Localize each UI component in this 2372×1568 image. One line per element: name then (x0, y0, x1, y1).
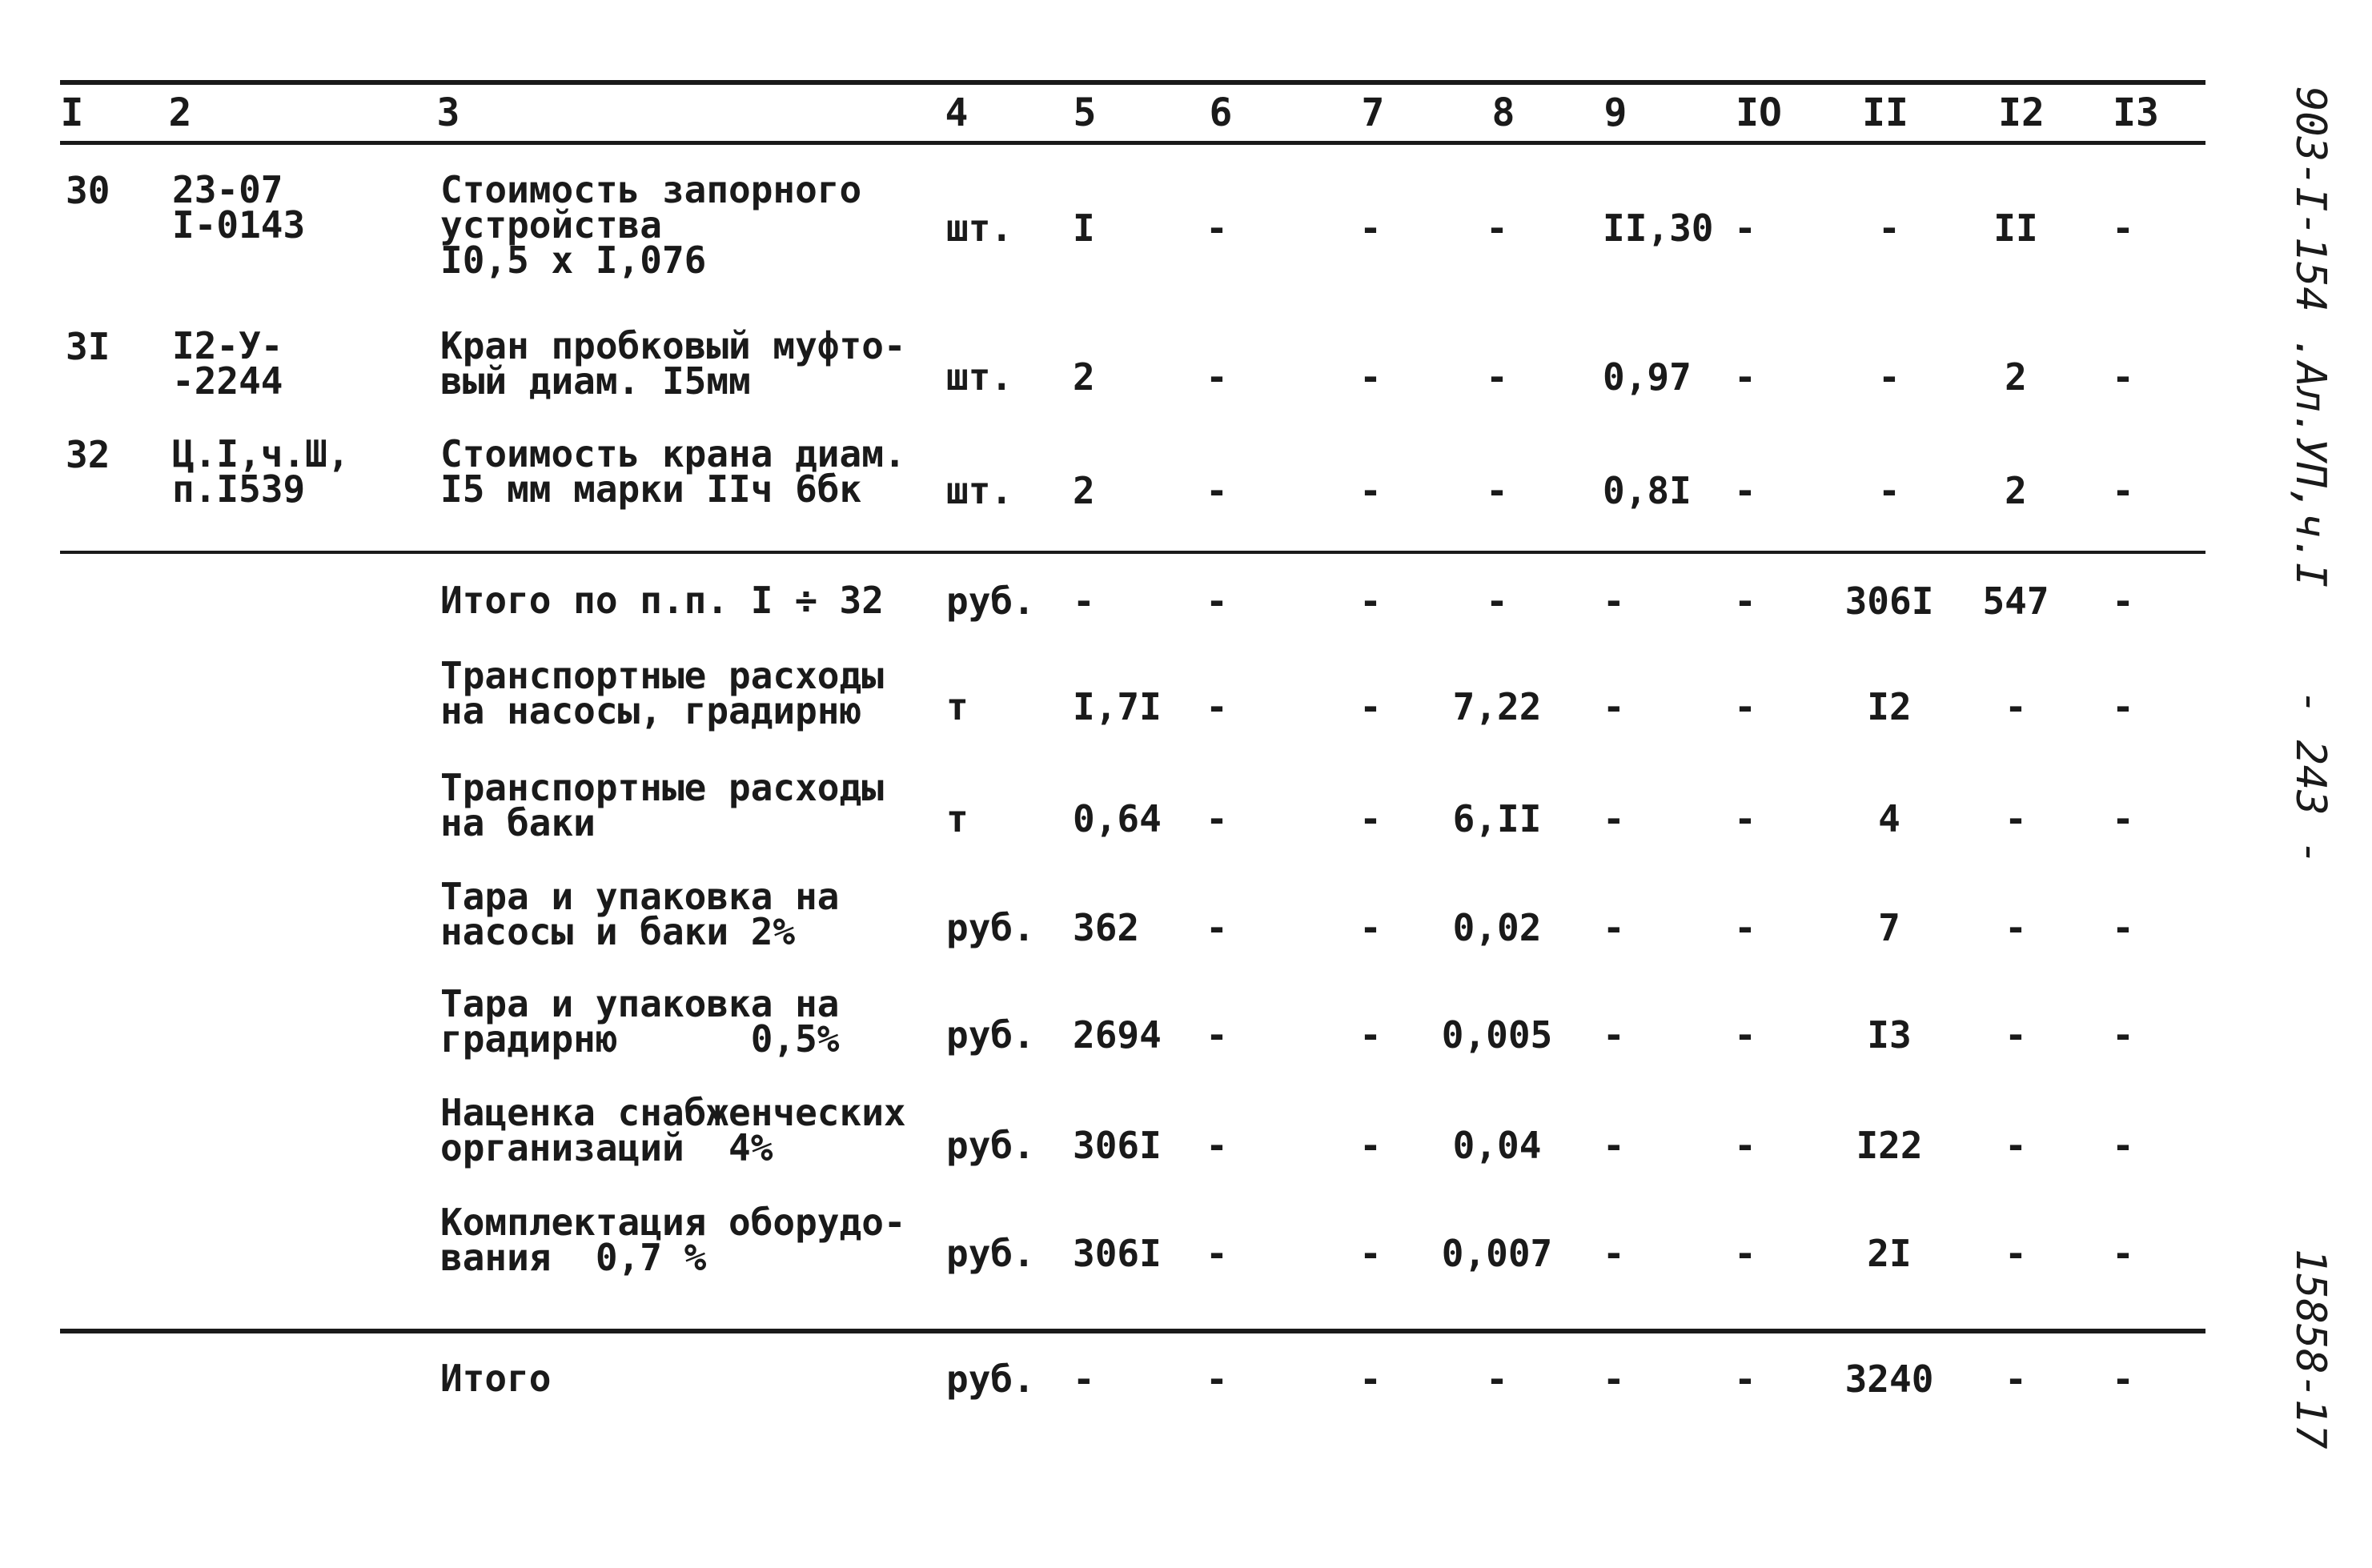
summary-7-col-5: 306I (1073, 1232, 1162, 1275)
summary-6-col-11: I22 (1856, 1124, 1923, 1167)
subtotal-rule (60, 551, 2205, 554)
column-header-5: 5 (1073, 90, 1097, 135)
row-1-col-5: I (1073, 207, 1095, 250)
column-header-8: 8 (1491, 90, 1515, 135)
summary-3-col-12: - (2005, 797, 2027, 840)
row-3-col-7: - (1359, 469, 1382, 512)
summary-1-col-9: - (1603, 579, 1625, 623)
row-code: 23-07 I-0143 (172, 168, 306, 247)
total-rule (60, 1329, 2205, 1333)
summary-description: Тара и упаковка на насосы и баки 2% (440, 875, 840, 953)
row-1-col-13: - (2112, 207, 2134, 250)
row-1-col-7: - (1359, 207, 1382, 250)
summary-description: Комплектация оборудо- вания 0,7 % (440, 1201, 906, 1279)
summary-7-col-11: 2I (1867, 1232, 1912, 1275)
row-3-col-5: 2 (1073, 469, 1095, 512)
summary-5-col-9: - (1603, 1013, 1625, 1057)
summary-3-col-5: 0,64 (1073, 797, 1162, 840)
summary-3-col-7: - (1359, 797, 1382, 840)
summary-5-col-13: - (2112, 1013, 2134, 1057)
column-header-6: 6 (1209, 90, 1233, 135)
row-1-col-4: шт. (946, 207, 1013, 250)
summary-6-col-9: - (1603, 1124, 1625, 1167)
column-header-1: I (60, 90, 84, 135)
summary-description: Транспортные расходы на насосы, градирню (440, 654, 884, 732)
summary-2-col-6: - (1206, 685, 1228, 728)
row-1-col-10: - (1734, 207, 1756, 250)
summary-2-col-8: 7,22 (1452, 685, 1542, 728)
summary-2-col-5: I,7I (1073, 685, 1162, 728)
summary-4-col-5: 362 (1073, 906, 1140, 949)
column-header-11: II (1862, 90, 1908, 135)
summary-3-col-9: - (1603, 797, 1625, 840)
summary-1-col-7: - (1359, 579, 1382, 623)
page-number: - 243 - (2286, 690, 2334, 866)
summary-3-col-4: т (946, 797, 969, 840)
summary-7-col-4: руб. (946, 1232, 1035, 1275)
summary-5-col-12: - (2005, 1013, 2027, 1057)
summary-4-col-9: - (1603, 906, 1625, 949)
summary-7-col-12: - (2005, 1232, 2027, 1275)
row-1-col-11: - (1878, 207, 1900, 250)
row-1-col-12: II (1993, 207, 2038, 250)
summary-description: Наценка снабженческих организаций 4% (440, 1091, 906, 1169)
row-2-col-9: 0,97 (1603, 355, 1692, 399)
summary-2-col-10: - (1734, 685, 1756, 728)
summary-1-col-6: - (1206, 579, 1228, 623)
summary-6-col-5: 306I (1073, 1124, 1162, 1167)
summary-4-col-8: 0,02 (1452, 906, 1542, 949)
column-header-12: I2 (1998, 90, 2045, 135)
total-col-8: - (1486, 1357, 1508, 1401)
row-2-col-13: - (2112, 355, 2134, 399)
summary-6-col-13: - (2112, 1124, 2134, 1167)
column-header-13: I3 (2113, 90, 2159, 135)
summary-7-col-8: 0,007 (1441, 1232, 1553, 1275)
summary-6-col-4: руб. (946, 1124, 1035, 1167)
summary-5-col-7: - (1359, 1013, 1382, 1057)
total-col-4: руб. (946, 1357, 1035, 1401)
summary-4-col-11: 7 (1878, 906, 1900, 949)
row-1-col-9: II,30 (1603, 207, 1714, 250)
summary-5-col-11: I3 (1867, 1013, 1912, 1057)
summary-2-col-11: I2 (1867, 685, 1912, 728)
archive-number: 15858-17 (2286, 1249, 2334, 1450)
summary-description: Транспортные расходы на баки (440, 766, 884, 844)
summary-1-col-12: 547 (1982, 579, 2049, 623)
summary-3-col-10: - (1734, 797, 1756, 840)
row-number: 3I (66, 325, 110, 368)
summary-2-col-9: - (1603, 685, 1625, 728)
summary-5-col-8: 0,005 (1441, 1013, 1553, 1057)
summary-1-col-8: - (1486, 579, 1508, 623)
summary-1-col-10: - (1734, 579, 1756, 623)
summary-1-col-4: руб. (946, 579, 1035, 623)
row-2-col-5: 2 (1073, 355, 1095, 399)
row-2-col-8: - (1486, 355, 1508, 399)
column-header-9: 9 (1603, 90, 1627, 135)
row-3-col-10: - (1734, 469, 1756, 512)
total-col-9: - (1603, 1357, 1625, 1401)
total-col-5: - (1073, 1357, 1095, 1401)
summary-2-col-12: - (2005, 685, 2027, 728)
column-header-2: 2 (168, 90, 192, 135)
column-header-3: 3 (436, 90, 460, 135)
row-description: Кран пробковый муфто- вый диам. I5мм (440, 324, 906, 403)
summary-6-col-8: 0,04 (1452, 1124, 1542, 1167)
summary-3-col-11: 4 (1878, 797, 1900, 840)
row-1-col-8: - (1486, 207, 1508, 250)
summary-2-col-7: - (1359, 685, 1382, 728)
summary-2-col-4: т (946, 685, 969, 728)
header-rule (60, 141, 2205, 145)
row-3-col-11: - (1878, 469, 1900, 512)
summary-4-col-12: - (2005, 906, 2027, 949)
row-code: Ц.I,ч.Ш, п.I539 (172, 432, 350, 511)
column-header-10: IO (1736, 90, 1782, 135)
row-2-col-12: 2 (2005, 355, 2027, 399)
row-2-col-6: - (1206, 355, 1228, 399)
summary-7-col-13: - (2112, 1232, 2134, 1275)
summary-5-col-6: - (1206, 1013, 1228, 1057)
row-3-col-4: шт. (946, 469, 1013, 512)
row-1-col-6: - (1206, 207, 1228, 250)
row-code: I2-У- -2244 (172, 324, 283, 403)
summary-1-col-13: - (2112, 579, 2134, 623)
total-col-11: 3240 (1844, 1357, 1934, 1401)
summary-4-col-4: руб. (946, 906, 1035, 949)
summary-6-col-12: - (2005, 1124, 2027, 1167)
summary-2-col-13: - (2112, 685, 2134, 728)
summary-1-col-11: 306I (1844, 579, 1934, 623)
column-header-4: 4 (945, 90, 969, 135)
row-2-col-4: шт. (946, 355, 1013, 399)
total-description: Итого (440, 1357, 552, 1400)
column-header-7: 7 (1361, 90, 1385, 135)
row-number: 32 (66, 433, 110, 476)
summary-5-col-10: - (1734, 1013, 1756, 1057)
summary-3-col-8: 6,II (1452, 797, 1542, 840)
summary-4-col-13: - (2112, 906, 2134, 949)
summary-5-col-5: 2694 (1073, 1013, 1162, 1057)
row-3-col-9: 0,8I (1603, 469, 1692, 512)
total-col-10: - (1734, 1357, 1756, 1401)
row-3-col-12: 2 (2005, 469, 2027, 512)
summary-7-col-7: - (1359, 1232, 1382, 1275)
summary-4-col-7: - (1359, 906, 1382, 949)
summary-6-col-10: - (1734, 1124, 1756, 1167)
summary-4-col-10: - (1734, 906, 1756, 949)
summary-7-col-6: - (1206, 1232, 1228, 1275)
row-description: Стоимость запорного устройства I0,5 x I,076 (440, 168, 862, 282)
total-col-13: - (2112, 1357, 2134, 1401)
summary-1-col-5: - (1073, 579, 1095, 623)
total-col-6: - (1206, 1357, 1228, 1401)
row-2-col-7: - (1359, 355, 1382, 399)
summary-3-col-6: - (1206, 797, 1228, 840)
row-description: Стоимость крана диам. I5 мм марки IIч 6бк (440, 432, 906, 511)
summary-6-col-7: - (1359, 1124, 1382, 1167)
summary-7-col-9: - (1603, 1232, 1625, 1275)
row-2-col-10: - (1734, 355, 1756, 399)
row-3-col-6: - (1206, 469, 1228, 512)
summary-6-col-6: - (1206, 1124, 1228, 1167)
row-2-col-11: - (1878, 355, 1900, 399)
total-col-12: - (2005, 1357, 2027, 1401)
summary-description: Итого по п.п. I ÷ 32 (440, 579, 884, 622)
summary-description: Тара и упаковка на градирню 0,5% (440, 982, 840, 1061)
total-col-7: - (1359, 1357, 1382, 1401)
row-3-col-13: - (2112, 469, 2134, 512)
top-rule (60, 80, 2205, 85)
document-reference: 903-I-154 .Ал.УП,ч.I (2286, 86, 2334, 588)
summary-4-col-6: - (1206, 906, 1228, 949)
summary-3-col-13: - (2112, 797, 2134, 840)
summary-7-col-10: - (1734, 1232, 1756, 1275)
row-number: 30 (66, 169, 110, 212)
summary-5-col-4: руб. (946, 1013, 1035, 1057)
row-3-col-8: - (1486, 469, 1508, 512)
